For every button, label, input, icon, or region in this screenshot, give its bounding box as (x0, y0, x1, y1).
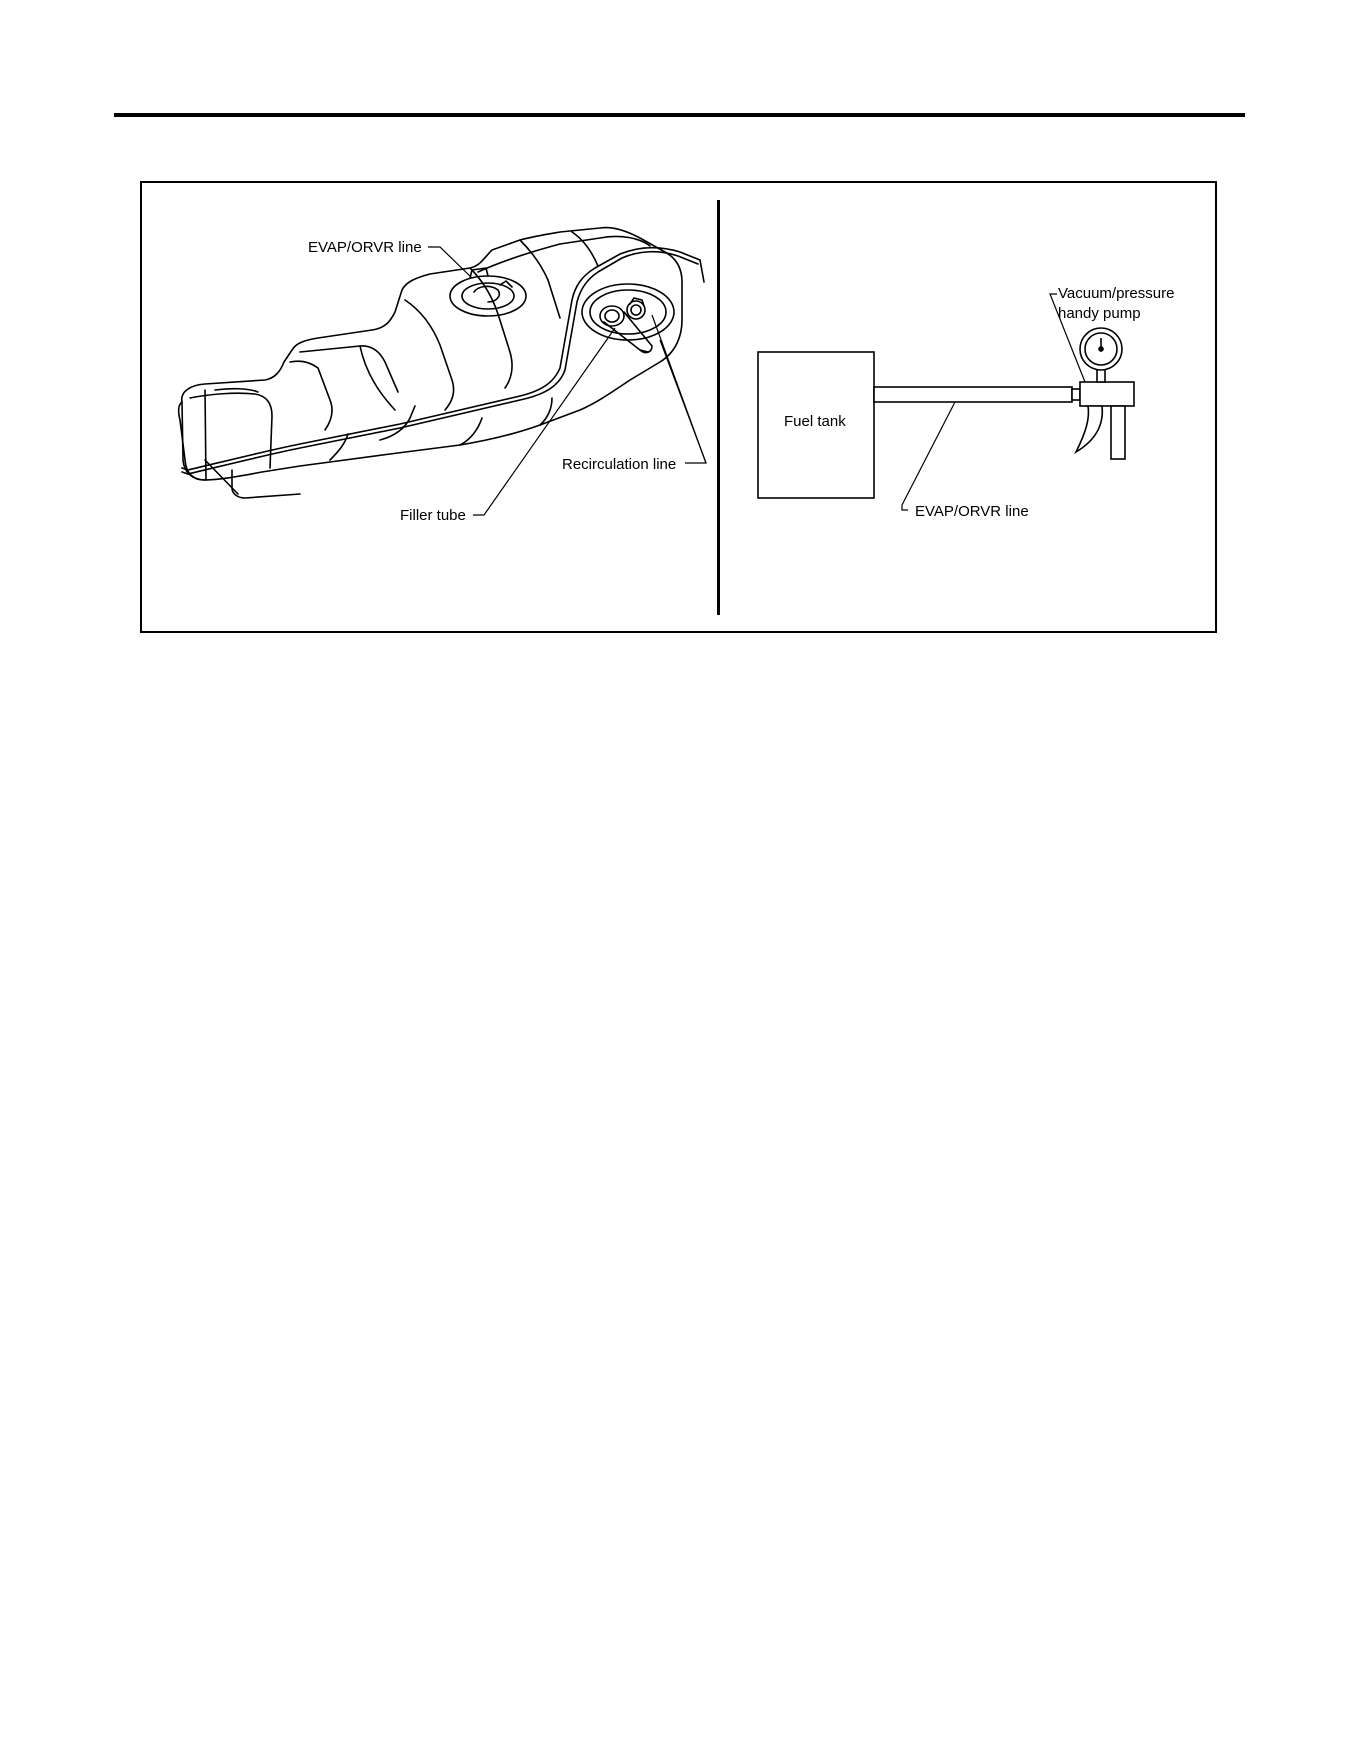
pump-body (1080, 382, 1134, 406)
label-filler-tube: Filler tube (400, 507, 466, 524)
evap-hose (874, 387, 1072, 402)
pump-handle (1111, 406, 1125, 459)
evap-line-right-leader (902, 402, 955, 510)
label-pump-line1: Vacuum/pressure (1058, 285, 1175, 302)
label-fuel-tank: Fuel tank (784, 413, 846, 430)
label-evap-orvr-line-left: EVAP/ORVR line (308, 239, 422, 256)
label-recirculation-line: Recirculation line (562, 456, 677, 473)
pump-trigger (1076, 406, 1102, 452)
gauge-stem (1097, 369, 1105, 382)
label-pump-line2: handy pump (1058, 305, 1141, 322)
hose-connector (1072, 389, 1080, 400)
recirculation-leader-2 (660, 340, 706, 463)
label-evap-orvr-line-right: EVAP/ORVR line (915, 503, 1029, 520)
